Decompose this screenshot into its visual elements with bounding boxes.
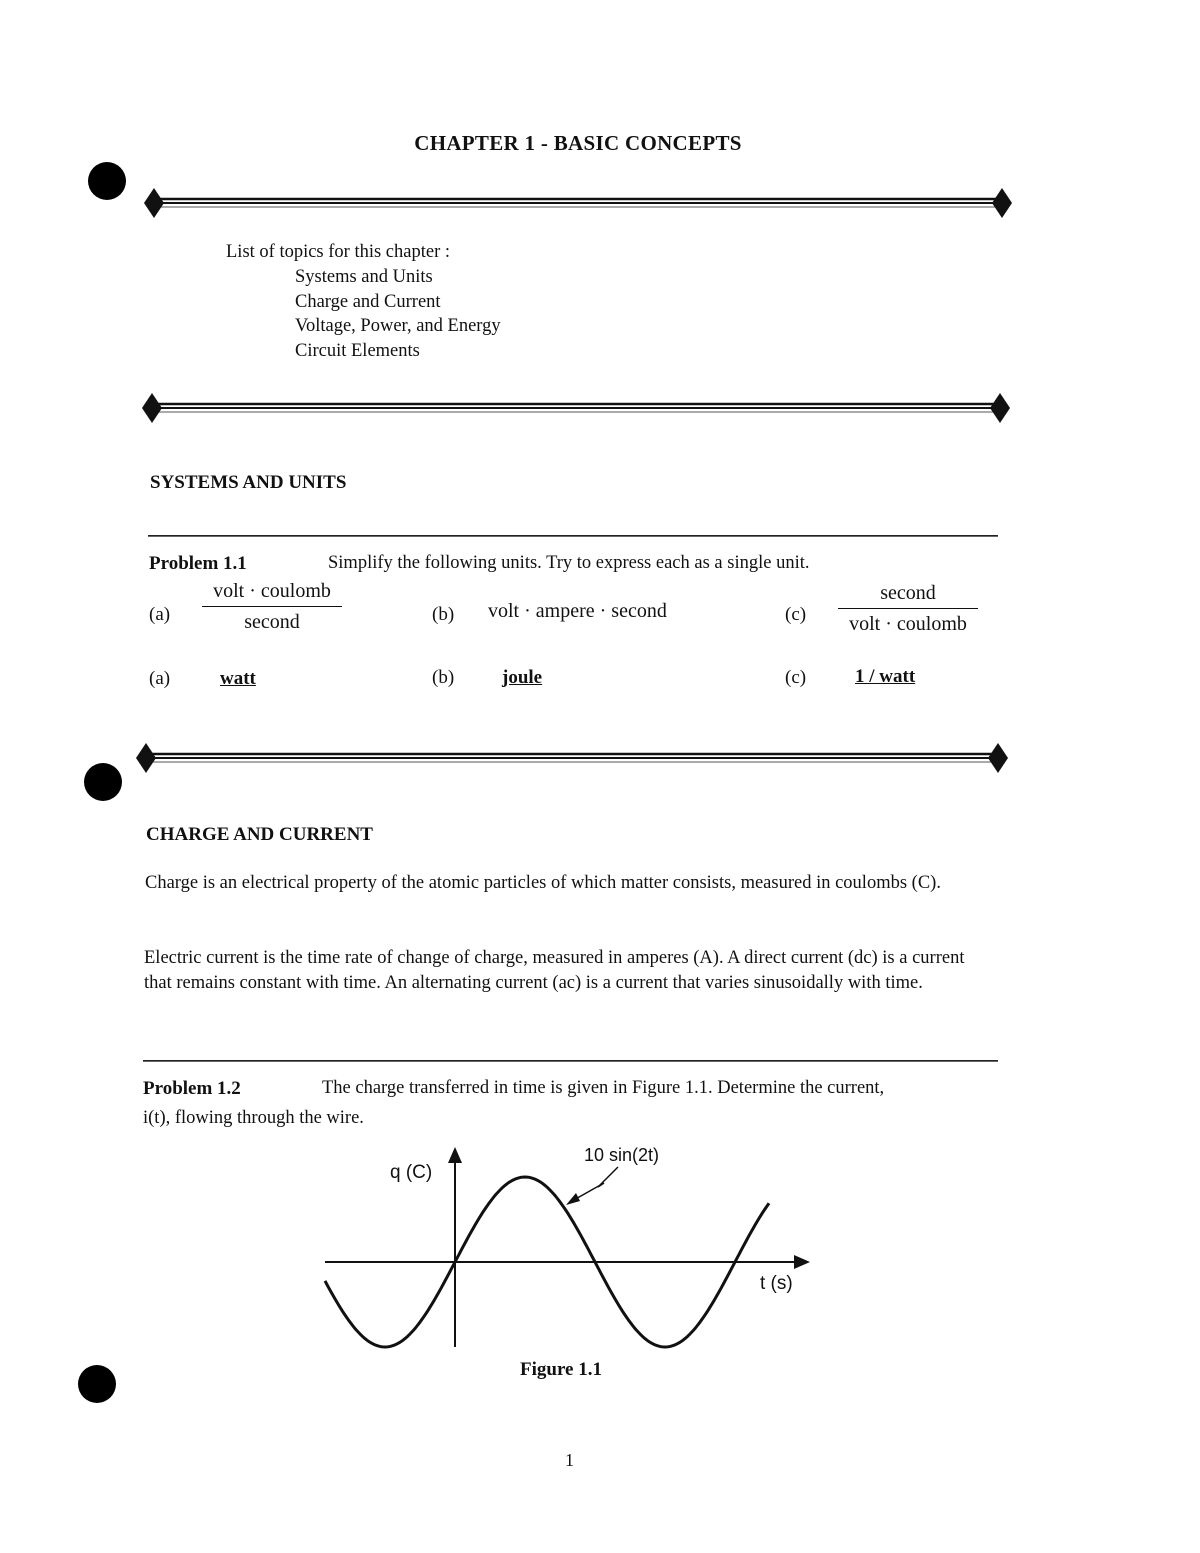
- problem2-statement-line2: i(t), flowing through the wire.: [143, 1108, 364, 1128]
- topic-item: Circuit Elements: [295, 341, 420, 361]
- curve-label: 10 sin(2t): [584, 1145, 660, 1165]
- fraction-a-numerator: volt · coulomb: [202, 580, 342, 607]
- part-c-label: (c): [785, 604, 807, 625]
- problem-label: Problem 1.1: [149, 553, 247, 574]
- answer-b-label: (b): [432, 667, 455, 688]
- punch-hole-top: [88, 162, 126, 200]
- topics-intro: List of topics for this chapter :: [226, 242, 451, 262]
- part-b-label: (b): [432, 604, 455, 625]
- y-axis-label: q (C): [390, 1162, 433, 1183]
- paragraph-current: Electric current is the time rate of change of charge, measured in amperes (A). A direct current (dc) is a current that remains constant with time. An alternating current (ac) is a current that varies sinusoidally with time.: [144, 948, 965, 993]
- paragraph-charge: Charge is an electrical property of the atomic particles of which matter consists, measured in coulombs (C).: [145, 873, 941, 893]
- fraction-c-numerator: second: [838, 582, 978, 609]
- answer-c: 1 / watt: [855, 666, 916, 687]
- decorative-divider-top: [140, 186, 1016, 220]
- chapter-title: CHAPTER 1 - BASIC CONCEPTS: [414, 131, 742, 155]
- part-b-expression: volt · ampere · second: [488, 600, 667, 622]
- answer-c-label: (c): [785, 667, 807, 688]
- topic-item: Systems and Units: [295, 267, 433, 287]
- fraction-c-denominator: volt · coulomb: [849, 613, 967, 635]
- section-heading-charge: CHARGE AND CURRENT: [146, 824, 373, 845]
- problem-divider-2: [143, 1060, 998, 1062]
- part-a-label: (a): [149, 604, 171, 625]
- answer-b: joule: [502, 667, 543, 688]
- section-heading-systems: SYSTEMS AND UNITS: [150, 472, 347, 493]
- decorative-divider-middle: [132, 741, 1016, 775]
- problem-divider: [148, 535, 998, 537]
- problem2-label: Problem 1.2: [143, 1078, 241, 1099]
- topic-item: Voltage, Power, and Energy: [295, 316, 501, 336]
- x-axis-arrow-icon: [794, 1255, 810, 1269]
- problem2-statement: The charge transferred in time is given in Figure 1.1. Determine the current,: [322, 1078, 885, 1098]
- punch-hole-middle: [84, 763, 122, 801]
- y-axis-arrow-icon: [448, 1147, 462, 1163]
- curve-label-pointer: [572, 1167, 618, 1201]
- decorative-divider-topics: [138, 391, 1016, 425]
- figure-1-1: [300, 1135, 840, 1375]
- problem-statement: Simplify the following units. Try to express each as a single unit.: [328, 553, 810, 573]
- fraction-a: [202, 580, 342, 634]
- fraction-c: [838, 582, 978, 636]
- x-axis-label: t (s): [760, 1273, 793, 1294]
- figure-caption: Figure 1.1: [520, 1359, 602, 1380]
- answer-a: watt: [220, 668, 256, 689]
- answer-a-label: (a): [149, 668, 171, 689]
- curve-label-arrow-icon: [566, 1193, 580, 1205]
- page-number: 1: [565, 1450, 574, 1470]
- punch-hole-bottom: [78, 1365, 116, 1403]
- fraction-a-denominator: second: [244, 611, 300, 633]
- topic-item: Charge and Current: [295, 292, 441, 312]
